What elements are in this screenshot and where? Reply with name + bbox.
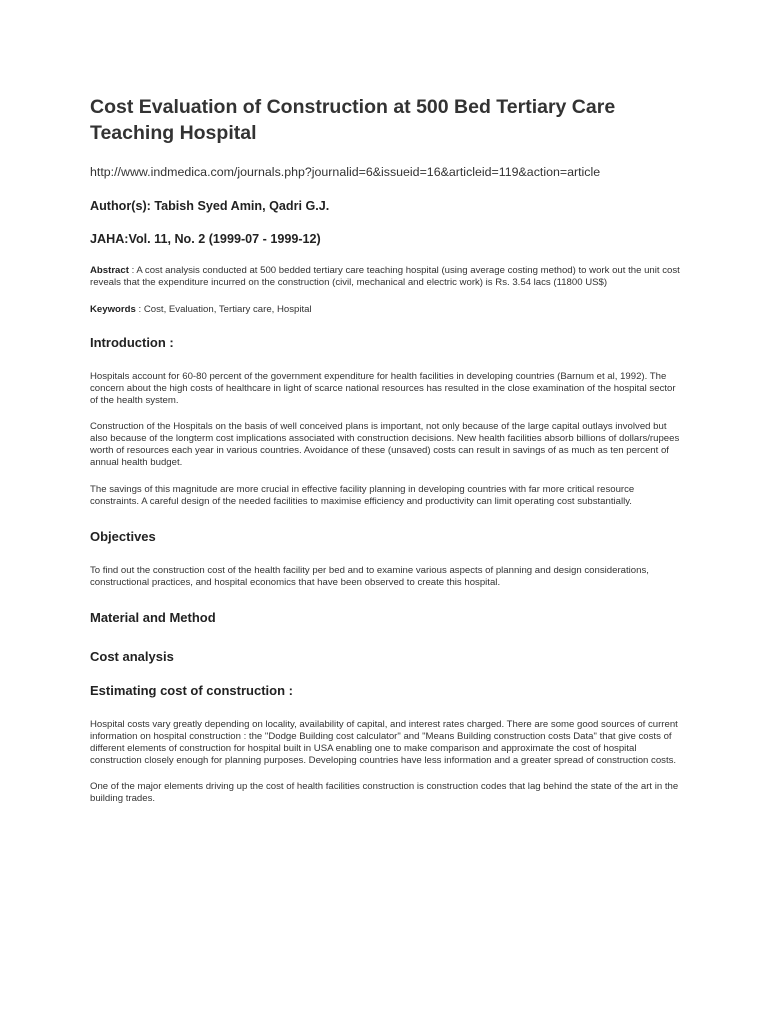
journal-citation: JAHA:Vol. 11, No. 2 (1999-07 - 1999-12): [90, 232, 321, 246]
keywords-label: Keywords: [90, 304, 136, 315]
estimating-paragraph-2: One of the major elements driving up the cost of health facilities construction is construction codes that lag behind the state of the art in the building trades.: [90, 781, 679, 804]
introduction-paragraph-1: Hospitals account for 60-80 percent of the government expenditure for health facilities in developing countries (Barnum et al, 1992). The concern about the high costs of healthcare in light of scarce national resources has resulted in the close examination of the hospital sector of the health system.: [90, 371, 676, 406]
introduction-heading: Introduction :: [90, 335, 174, 350]
material-method-heading: Material and Method: [90, 610, 216, 625]
introduction-paragraph-2: Construction of the Hospitals on the basis of well conceived plans is important, not only because of the large capital outlays involved but also because of the longterm cost implications associated with construction decisions. New health facilities absorb billions of dollars/rupees worth of resources each year in various countries. Avoidance of these (unsaved) costs can result in savings of as much as ten percent of annual health budget.: [90, 421, 680, 468]
source-url: http://www.indmedica.com/journals.php?journalid=6&issueid=16&articleid=119&action=article: [90, 165, 601, 179]
introduction-paragraph-3: The savings of this magnitude are more crucial in effective facility planning in developing countries with far more critical resource constraints. A careful design of the needed facilities to maximise efficiency and productivity can limit operating cost substantially.: [90, 484, 635, 507]
document-page: [90, 94, 682, 805]
cost-analysis-heading: Cost analysis: [90, 649, 174, 664]
abstract-paragraph: [90, 265, 682, 289]
keywords-text: : Cost, Evaluation, Tertiary care, Hospital: [135, 304, 312, 315]
keywords-paragraph: [90, 304, 682, 316]
objectives-paragraph: To find out the construction cost of the health facility per bed and to examine various aspects of planning and design considerations, constructional practices, and hospital economics that have been observed to create this hospital.: [90, 565, 649, 588]
objectives-heading: Objectives: [90, 529, 156, 544]
authors-line: Author(s): Tabish Syed Amin, Qadri G.J.: [90, 199, 330, 213]
document-title: Cost Evaluation of Construction at 500 Bed Tertiary Care Teaching Hospital: [90, 96, 616, 144]
estimating-cost-heading: Estimating cost of construction :: [90, 683, 293, 698]
estimating-paragraph-1: Hospital costs vary greatly depending on locality, availability of capital, and interest rates charged. There are some good sources of current information on hospital construction : the "Dodge Building cost calculator" and "Means Building construction costs Data" that give costs of different elements of construction for hospital built in USA enabling one to make comparison and approximate the cost of hospital construction closely enough for planning purposes. Developing countries have less information and a greater spread of construction costs.: [90, 719, 678, 766]
abstract-label: Abstract: [90, 265, 129, 276]
abstract-text: : A cost analysis conducted at 500 bedded tertiary care teaching hospital (using average costing method) to work out the unit cost reveals that the expenditure incurred on the construction (civil, mechanical and electric work) is Rs. 3.54 lacs (11800 US$): [90, 265, 680, 288]
